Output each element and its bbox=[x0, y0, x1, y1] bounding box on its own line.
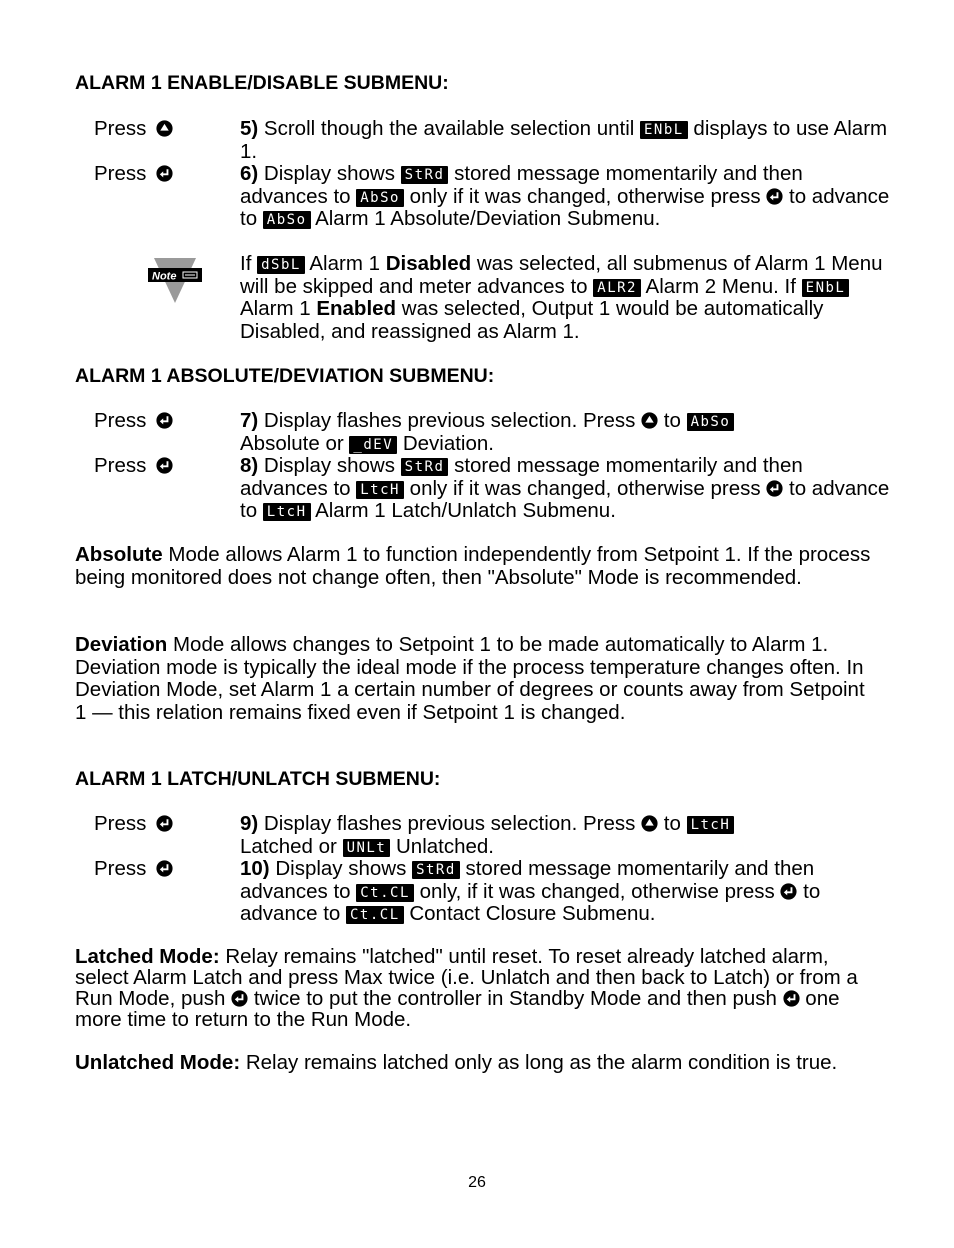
paragraph-absolute-mode bbox=[75, 544, 875, 589]
lcd-display-ltch: LtcH bbox=[356, 481, 404, 499]
press-enter-row bbox=[94, 163, 173, 186]
step-text: to advance to bbox=[240, 476, 890, 522]
step-text: Latched or bbox=[240, 834, 343, 858]
press-label: Press bbox=[94, 812, 147, 835]
step-text: to advance to bbox=[240, 879, 821, 925]
lcd-display-abso: AbSo bbox=[356, 189, 404, 207]
enter-button-icon bbox=[156, 860, 173, 877]
paragraph-bold-term: Deviation bbox=[75, 633, 168, 656]
step-7 bbox=[240, 410, 890, 455]
up-arrow-button-icon bbox=[156, 120, 173, 137]
up-arrow-button-icon bbox=[641, 815, 658, 832]
step-text: Display flashes previous selection. Press bbox=[258, 409, 642, 432]
press-enter-row bbox=[94, 455, 173, 478]
note-text-part: Alarm 2 Menu. If bbox=[640, 274, 802, 298]
lcd-display-ctcl: Ct.CL bbox=[346, 906, 404, 924]
press-enter-row bbox=[94, 858, 173, 881]
press-label: Press bbox=[94, 162, 147, 185]
lcd-display-alr2: ALR2 bbox=[593, 279, 641, 297]
enter-button-icon bbox=[766, 188, 783, 205]
enter-button-icon bbox=[231, 990, 248, 1007]
step-number: 10) bbox=[240, 857, 270, 880]
paragraph-bold-term: Absolute bbox=[75, 543, 163, 566]
step-number: 9) bbox=[240, 812, 259, 835]
enter-button-icon bbox=[156, 165, 173, 182]
step-text: Display shows bbox=[258, 454, 401, 477]
step-number: 5) bbox=[240, 117, 259, 140]
section-heading-enable-disable: ALARM 1 ENABLE/DISABLE SUBMENU: bbox=[75, 72, 449, 94]
step-text: Display shows bbox=[269, 857, 413, 880]
section-heading-absolute-deviation: ALARM 1 ABSOLUTE/DEVIATION SUBMENU: bbox=[75, 365, 495, 387]
note-text bbox=[240, 253, 890, 343]
note-bold-disabled: Disabled bbox=[385, 252, 472, 275]
step-text: to bbox=[658, 409, 687, 432]
note-text-part: Alarm 1 bbox=[240, 297, 317, 320]
press-label: Press bbox=[94, 409, 147, 432]
section-heading-latch-unlatch: ALARM 1 LATCH/UNLATCH SUBMENU: bbox=[75, 768, 441, 790]
step-text: Alarm 1 Absolute/Deviation Submenu. bbox=[310, 207, 661, 230]
step-number: 8) bbox=[240, 454, 259, 477]
step-text: Alarm 1 Latch/Unlatch Submenu. bbox=[310, 499, 616, 522]
enter-button-icon bbox=[766, 480, 783, 497]
lcd-display-ltch: LtcH bbox=[263, 503, 311, 521]
enter-button-icon bbox=[783, 990, 800, 1007]
paragraph-bold-term: Unlatched Mode: bbox=[75, 1051, 241, 1074]
enter-button-icon bbox=[156, 412, 173, 429]
step-text: to advance to bbox=[240, 184, 890, 230]
press-enter-row bbox=[94, 813, 173, 836]
lcd-display-unlt: UNLt bbox=[343, 839, 391, 857]
lcd-display-ltch: LtcH bbox=[687, 816, 735, 834]
lcd-display-dsbl: dSbL bbox=[257, 256, 305, 274]
lcd-display-enbl: ENbL bbox=[640, 121, 688, 139]
step-text: displays to use Alarm 1. bbox=[240, 117, 888, 163]
lcd-display-strd: StRd bbox=[412, 861, 460, 879]
note-bold-enabled: Enabled bbox=[316, 297, 397, 320]
press-label: Press bbox=[94, 857, 147, 880]
paragraph-text: twice to put the controller in Standby Mode and then push bbox=[248, 987, 783, 1010]
lcd-display-strd: StRd bbox=[401, 166, 449, 184]
step-text: only if it was changed, otherwise press bbox=[403, 476, 767, 500]
step-5 bbox=[240, 118, 890, 163]
paragraph-text: Mode allows changes to Setpoint 1 to be made automatically to Alarm 1. Deviation mode is typically the ideal mode if the process temperature changes often. In Deviation Mode, set Alarm 1 a certain number of degrees or counts away from Setpoint 1 — this relation remains fixed even if Setpoint 1 is changed. bbox=[75, 633, 865, 724]
lcd-display-abso: AbSo bbox=[263, 211, 311, 229]
enter-button-icon bbox=[156, 457, 173, 474]
press-label: Press bbox=[94, 117, 147, 140]
note-text-part: was selected, Output 1 would be automatically Disabled, and reassigned as Alarm 1. bbox=[240, 297, 824, 343]
lcd-display-dev: _dEV bbox=[349, 436, 397, 454]
paragraph-latched-mode bbox=[75, 946, 875, 1030]
step-text: only, if it was changed, otherwise press bbox=[413, 879, 781, 903]
step-text: only if it was changed, otherwise press bbox=[403, 184, 767, 208]
step-text: stored message momentarily and then advances to bbox=[240, 454, 803, 500]
step-8 bbox=[240, 455, 890, 523]
step-number: 7) bbox=[240, 409, 259, 432]
paragraph-unlatched-mode bbox=[75, 1052, 875, 1075]
step-text: Scroll though the available selection until bbox=[258, 117, 640, 140]
enter-button-icon bbox=[780, 883, 797, 900]
paragraph-text: Relay remains latched only as long as the alarm condition is true. bbox=[240, 1051, 838, 1074]
paragraph-text: one more time to return to the Run Mode. bbox=[75, 987, 840, 1031]
note-label: Note bbox=[152, 270, 177, 283]
enter-button-icon bbox=[156, 815, 173, 832]
note-text-part: If bbox=[240, 252, 258, 275]
step-text: Display flashes previous selection. Press bbox=[258, 812, 642, 835]
note-icon bbox=[148, 255, 202, 305]
press-label: Press bbox=[94, 454, 147, 477]
step-10 bbox=[240, 858, 890, 926]
lcd-display-strd: StRd bbox=[401, 458, 449, 476]
lcd-display-enbl: ENbL bbox=[802, 279, 850, 297]
step-9 bbox=[240, 813, 890, 858]
page-number: 26 bbox=[468, 1174, 486, 1191]
press-up-row bbox=[94, 118, 173, 141]
paragraph-text: Mode allows Alarm 1 to function independently from Setpoint 1. If the process being monitored does not change often, then "Absolute" Mode is recommended. bbox=[75, 543, 871, 589]
step-text: Deviation. bbox=[397, 431, 494, 455]
step-text: stored message momentarily and then advances to bbox=[240, 857, 815, 903]
lcd-display-ctcl: Ct.CL bbox=[356, 884, 414, 902]
note-text-part: was selected, all submenus of Alarm 1 Menu will be skipped and meter advances to bbox=[240, 252, 883, 298]
step-text: stored message momentarily and then advances to bbox=[240, 162, 803, 208]
press-enter-row bbox=[94, 410, 173, 433]
paragraph-text: Relay remains "latched" until reset. To reset already latched alarm, select Alarm Latch and press Max twice (i.e. Unlatch and then back to Latch) or from a Run Mode, push bbox=[75, 945, 858, 1010]
paragraph-deviation-mode bbox=[75, 634, 875, 724]
step-text: Absolute or bbox=[240, 431, 350, 455]
step-6 bbox=[240, 163, 890, 231]
up-arrow-button-icon bbox=[641, 412, 658, 429]
step-text: Contact Closure Submenu. bbox=[403, 902, 656, 925]
note-text-part: Alarm 1 bbox=[304, 252, 386, 275]
step-number: 6) bbox=[240, 162, 259, 185]
step-text: Display shows bbox=[258, 162, 401, 185]
paragraph-bold-term: Latched Mode: bbox=[75, 945, 220, 968]
step-text: to bbox=[658, 812, 687, 835]
step-text: Unlatched. bbox=[390, 834, 494, 858]
lcd-display-abso: AbSo bbox=[687, 413, 735, 431]
